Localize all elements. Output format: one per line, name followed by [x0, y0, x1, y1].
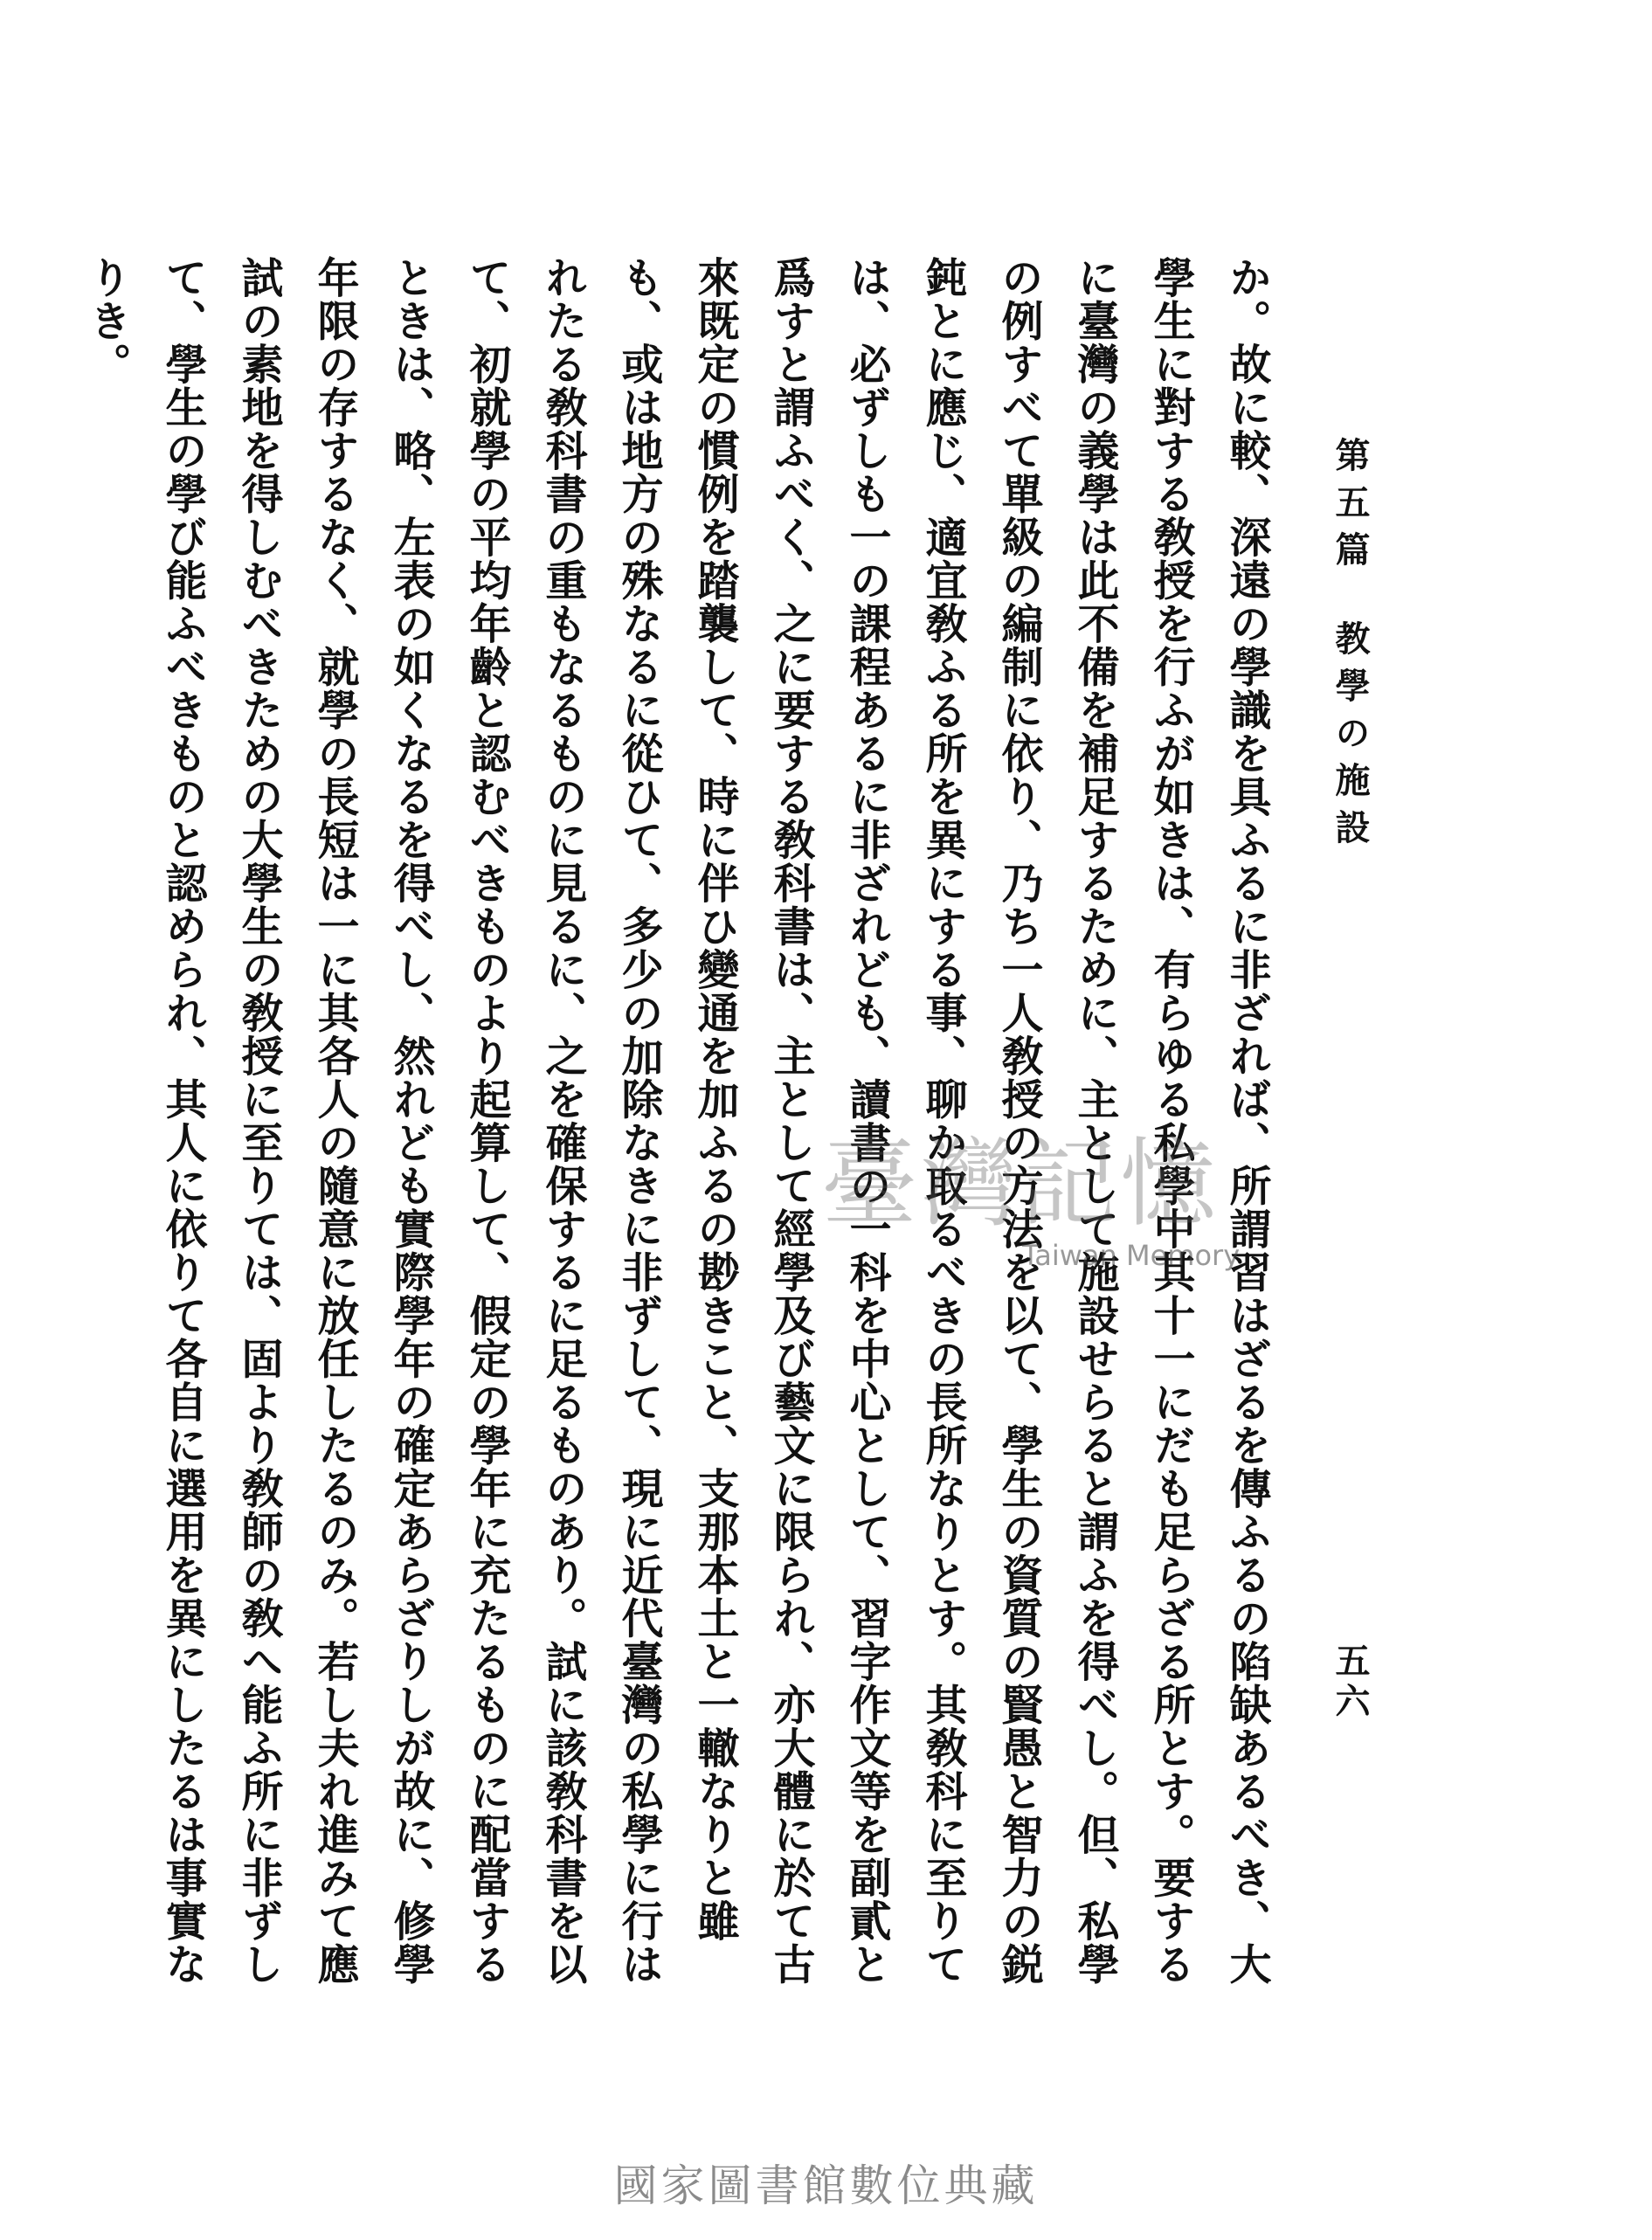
chapter-title: 教學の施設 [1330, 620, 1371, 856]
running-head [1330, 437, 1371, 856]
body-text [82, 256, 1284, 2012]
page-number: 五六 [1330, 1642, 1371, 1723]
watermark-sub-text: Taiwan Memory [1022, 1239, 1241, 1272]
watermark-main-text: 臺灣記憶 [821, 1128, 1220, 1240]
library-footer-mark: 國家圖書館數位典藏 [613, 2160, 1039, 2211]
paragraph: か。故に較、深遠の學識を具ふるに非ざれば、所謂習はざるを傳ふるの陷缺あるべき、大學生に對する敎授を行ふが如きは、有らゆる私學中其十一にだも足らざる所とす。要するに臺灣の義學は此不備を補足するために、主として施設せらると謂ふを得べし。但、私學の例すべて單級の編制に依り、乃ち一人敎授の方法を以て、學生の資質の賢愚と智力の鋭鈍とに應じ、適宜敎ふる所を異にする事、聊か取るべきの長所なりとす。其敎科に至りては、必ずしも一の課程あるに非ざれども、讀書の一科を中心として、習字作文等を副貳と爲すと謂ふべく、之に要する敎科書は、主として經學及び藝文に限られ、亦大體に於て古來既定の慣例を踏襲して、時に伴ひ變通を加ふるの尠きこと、支那本土と一轍なりと雖も、或は地方の殊なるに從ひて、多少の加除なきに非ずして、現に近代臺灣の私學に行はれたる敎科書の重もなるものに見るに、之を確保するに足るものあり。試に該敎科書を以て、初就學の平均年齡と認むべきものより起算して、假定の學年に充たるものに配當するときは、略、左表の如くなるを得べし、然れども實際學年の確定あらざりしが故に、修學年限の存するなく、就學の長短は一に其各人の隨意に放任したるのみ。若し夫れ進みて應試の素地を得しむべきための大學生の敎授に至りては、固より敎師の敎へ能ふ所に非ずして、學生の學び能ふべきものと認められ、其人に依りて各自に選用を異にしたるは事實なりき。 [82, 256, 1271, 1986]
section-label: 第五篇 [1330, 437, 1371, 578]
